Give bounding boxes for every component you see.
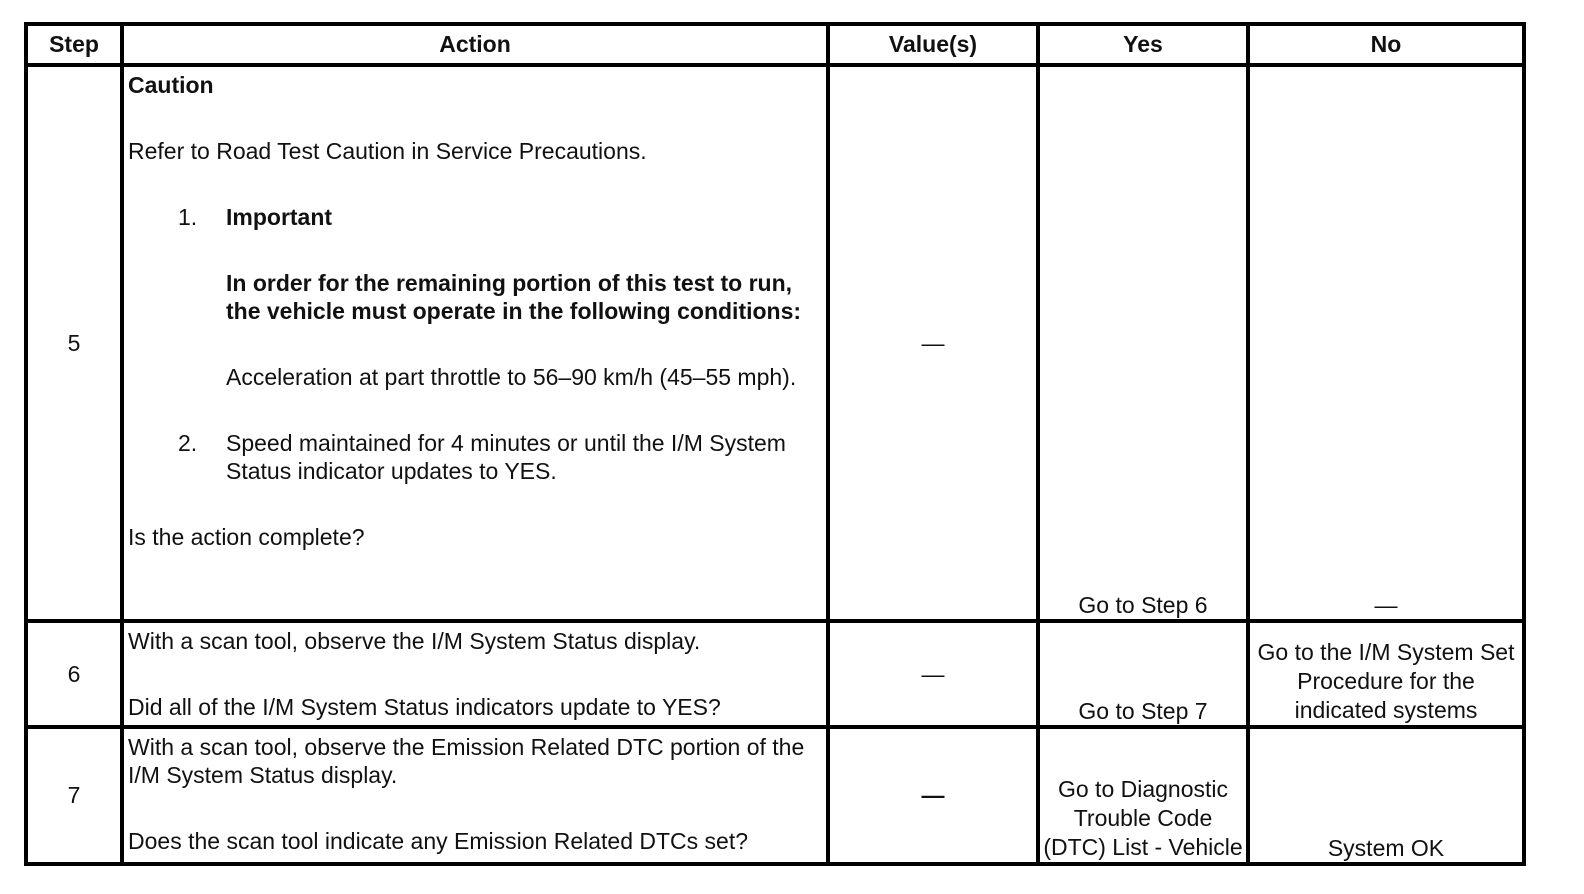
table-row-step-6 xyxy=(26,621,1524,727)
value-cell: — xyxy=(828,65,1038,621)
action-question: Does the scan tool indicate any Emission Related DTCs set? xyxy=(128,828,749,854)
step-number: 7 xyxy=(26,727,122,864)
important-title: Important xyxy=(226,204,333,230)
no-text: Go to the I/M System Set Procedure for the indicated systems xyxy=(1257,639,1515,723)
action-question: Is the action complete? xyxy=(128,524,365,550)
action-cell xyxy=(122,727,828,864)
header-action: Action xyxy=(122,24,828,65)
yes-text: Go to Diagnostic Trouble Code (DTC) List - Vehicle xyxy=(1043,776,1243,860)
action-text: With a scan tool, observe the Emission Related DTC portion of the I/M System Status display. xyxy=(128,734,805,788)
value-cell: — xyxy=(828,727,1038,864)
no-cell: — xyxy=(1248,65,1524,621)
header-step: Step xyxy=(26,24,122,65)
diagnostic-table xyxy=(24,22,1526,866)
list-item xyxy=(128,203,818,391)
no-cell xyxy=(1248,621,1524,727)
important-text: In order for the remaining portion of this test to run, the vehicle must operate in the following conditions: xyxy=(226,270,802,324)
table-row-step-5 xyxy=(26,65,1524,621)
header-values: Value(s) xyxy=(828,24,1038,65)
list-item-text: Speed maintained for 4 minutes or until the I/M System Status indicator updates to YES. xyxy=(226,430,786,484)
caution-title: Caution xyxy=(128,72,214,98)
header-no: No xyxy=(1248,24,1524,65)
header-row xyxy=(26,24,1524,65)
list-item-text: Acceleration at part throttle to 56–90 km/h (45–55 mph). xyxy=(226,364,797,390)
yes-cell xyxy=(1038,727,1248,864)
action-question: Did all of the I/M System Status indicators update to YES? xyxy=(128,694,721,720)
value-cell: — xyxy=(828,621,1038,727)
table-row-step-7 xyxy=(26,727,1524,864)
list-number: 2. xyxy=(178,430,198,456)
step-number: 5 xyxy=(26,65,122,621)
step-number: 6 xyxy=(26,621,122,727)
action-cell xyxy=(122,621,828,727)
list-number: 1. xyxy=(178,204,198,230)
yes-cell: Go to Step 7 xyxy=(1038,621,1248,727)
yes-cell: Go to Step 6 xyxy=(1038,65,1248,621)
action-text: With a scan tool, observe the I/M System Status display. xyxy=(128,628,701,654)
header-yes: Yes xyxy=(1038,24,1248,65)
action-cell xyxy=(122,65,828,621)
list-item xyxy=(128,429,818,485)
caution-text: Refer to Road Test Caution in Service Precautions. xyxy=(128,138,647,164)
no-cell: System OK xyxy=(1248,727,1524,864)
